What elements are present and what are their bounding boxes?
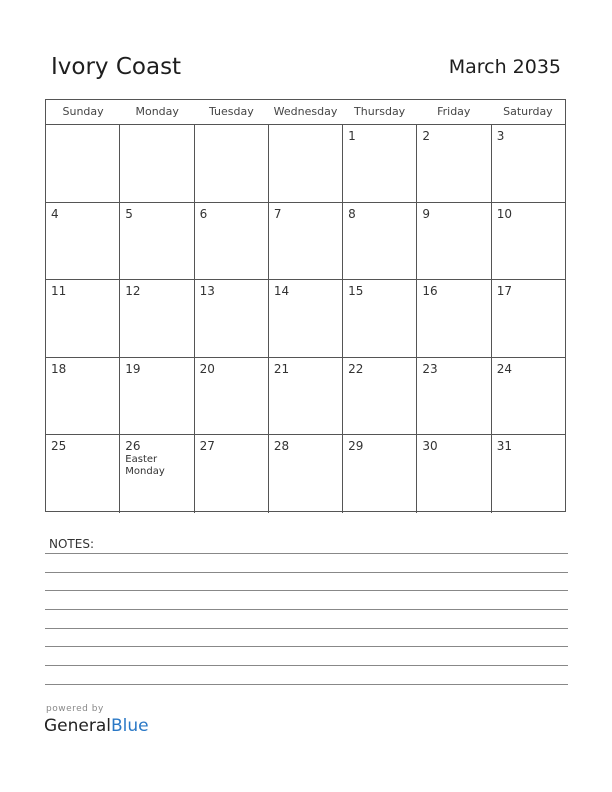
weekday-friday: Friday [437,105,471,118]
day-number: 21 [273,361,290,376]
day-cell [416,203,490,280]
day-cell [119,280,193,357]
day-cell [268,280,342,357]
week-row [46,280,565,358]
day-number: 31 [496,439,512,453]
notes-label: NOTES: [49,537,94,551]
day-number: 27 [199,439,215,453]
day-cell [268,435,342,513]
weekday-header-row [46,100,565,125]
day-cell [194,203,268,280]
notes-line [45,590,568,591]
day-cell [491,280,565,357]
day-number: 25 [51,439,67,453]
week-row [46,435,565,513]
day-number: 7 [273,206,282,221]
day-number: 23 [422,361,438,376]
logo-blue: Blue [111,716,149,736]
day-cell [416,358,490,435]
week-row [46,358,565,436]
day-cell [268,203,342,280]
week-row [46,203,565,281]
day-cell [119,125,193,202]
day-number: 30 [422,439,438,453]
day-number: 2 [422,129,431,143]
notes-line [45,572,568,573]
day-number: 13 [199,284,215,298]
day-number: 26 [125,439,141,453]
day-cell [119,435,193,513]
weekday-saturday: Saturday [503,105,553,118]
notes-line [45,684,568,685]
day-number: 8 [348,206,356,221]
day-cell [268,125,342,202]
day-number: 9 [422,206,431,221]
day-cell [46,358,119,435]
day-cell [194,358,268,435]
day-cell [342,280,416,357]
notes-line [45,553,568,554]
calendar-country-title: Ivory Coast [51,54,182,80]
notes-line [45,665,568,666]
day-cell [46,203,119,280]
day-number: 28 [273,439,290,453]
day-number: 3 [496,129,505,143]
day-number: 18 [51,361,67,376]
day-number: 17 [496,284,512,298]
day-cell [416,125,490,202]
day-number: 12 [125,284,141,298]
day-number: 5 [125,206,133,221]
day-number: 10 [496,206,512,221]
notes-line [45,609,568,610]
day-cell [119,203,193,280]
day-number: 20 [199,361,215,376]
day-cell [342,203,416,280]
day-number: 15 [348,284,364,298]
day-cell [491,358,565,435]
day-cell [416,280,490,357]
day-number: 4 [51,206,59,221]
day-number: 19 [125,361,141,376]
day-number: 24 [496,361,512,376]
weekday-wednesday: Wednesday [273,105,338,118]
day-cell [46,280,119,357]
weekday-thursday: Thursday [354,105,406,118]
day-number: 22 [348,361,364,376]
notes-line [45,646,568,647]
logo-general: General [44,716,111,736]
day-cell [342,358,416,435]
day-cell [416,435,490,513]
holiday-label: Easter Monday [125,454,165,477]
calendar-month-title: March 2035 [448,56,561,78]
day-number: 1 [348,129,356,143]
day-number: 11 [51,284,67,298]
day-cell [491,203,565,280]
generalblue-logo [44,716,149,736]
weekday-monday: Monday [135,105,179,118]
week-row [46,125,565,203]
day-number: 16 [422,284,438,298]
day-cell [194,280,268,357]
day-cell [342,125,416,202]
day-number: 6 [199,206,208,221]
day-number: 14 [273,284,290,298]
day-cell [268,358,342,435]
day-cell [342,435,416,513]
day-cell [46,435,119,513]
day-cell [491,125,565,202]
notes-line [45,628,568,629]
day-cell [119,358,193,435]
calendar-grid [45,99,566,512]
weekday-sunday: Sunday [62,105,104,118]
day-cell [46,125,119,202]
weekday-tuesday: Tuesday [208,105,254,118]
day-number: 29 [348,439,364,453]
powered-by-text: powered by [46,704,104,714]
day-cell [194,435,268,513]
day-cell [194,125,268,202]
day-cell [491,435,565,513]
